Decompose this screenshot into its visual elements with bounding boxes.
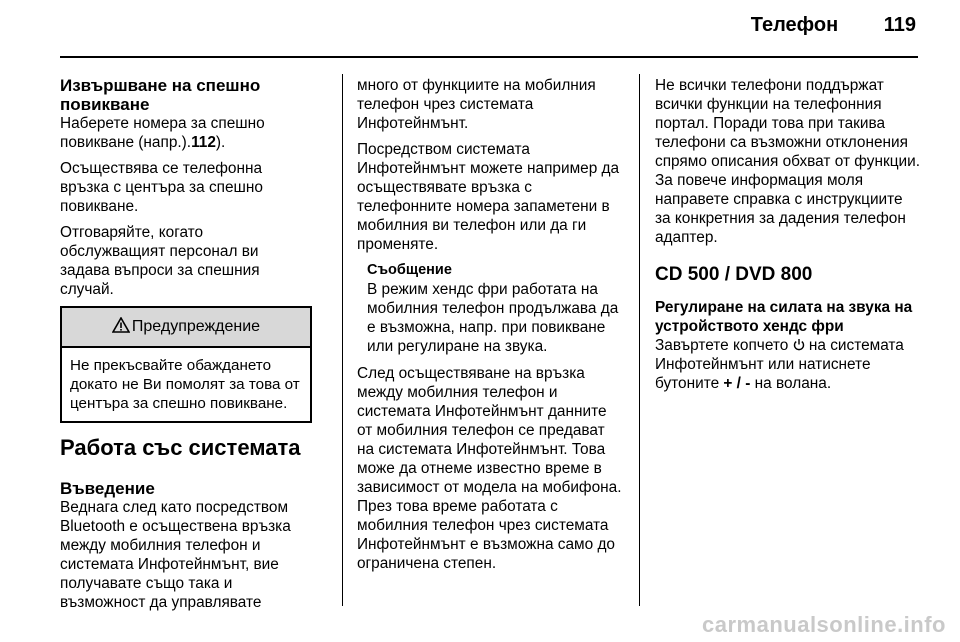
warning-text: Не прекъсвайте обаждането докато не Ви помолят за това от центъра за спешно повикване. [70, 357, 300, 412]
page-header [751, 14, 916, 37]
column-divider [639, 74, 640, 606]
paragraph: много от функциите на мобилния телефон чрез системата Инфотейнмънт. [357, 77, 596, 132]
heading-volume-handsfree: Регулиране на силата на звука на устройството хендс фри [655, 299, 913, 335]
warning-box [60, 306, 312, 423]
column-divider [342, 74, 343, 606]
page-title: Телефон [750, 14, 839, 36]
paragraph: След осъществяване на връзка между мобилния телефон и системата Инфотейнмънт данните от мобилния телефон се предават на системата Инфотейнмънт. Това може да отнеме известно време в зависимост от модела на мобифона. През това време работата с мобилния телефон чрез системата Инфотейнмънт е възможна само до ограничена степен. [357, 365, 622, 572]
note-title: Съобщение [367, 262, 452, 278]
paragraph [655, 336, 921, 393]
paragraph: Осъществява се телефонна връзка с центъра за спешно повикване. [60, 160, 263, 215]
watermark: carmanualsonline.info [702, 612, 946, 637]
paragraph: Веднага след като посредством Bluetooth е осъществена връзка между мобилния телефон и системата Инфотейнмънт, вие получавате също така и възможност да управлявате [60, 499, 291, 611]
text: на системата Инфотейнмънт или натиснете бутоните [655, 337, 904, 392]
warning-triangle-icon [112, 317, 130, 333]
text: Завъртете копчето [655, 337, 789, 354]
plus-minus-buttons: + / - [723, 375, 751, 392]
paragraph: Не всички телефони поддържат всички функции на телефонния портал. Поради това при такива телефони са възможни отклонения спрямо описания обхват от функции. За повече информация моля направете справка с инструкциите за конкретния за дадения телефон адаптер. [655, 77, 920, 246]
note-text: В режим хендс фри работата на мобилния телефон продължава да е възможна, напр. при повикване или регулиране на звука. [367, 281, 619, 355]
paragraph: Отговаряйте, когато обслужващият персонал ви задава въпроси за спешния случай. [60, 224, 260, 298]
column-3 [655, 76, 921, 400]
warning-title: Предупреждение [131, 318, 261, 335]
text: Наберете номера за спешно повикване (напр.). [60, 115, 265, 151]
column-1 [60, 76, 312, 619]
warning-header [62, 308, 310, 348]
note-box [357, 261, 625, 356]
text: ). [215, 134, 226, 151]
text: на волана. [754, 375, 832, 392]
paragraph: Посредством системата Инфотейнмънт можете например да осъществявате връзка с телефонните номера запаметени в мобилния ви телефон или да ги променяте. [357, 141, 620, 253]
heading-introduction: Въведение [60, 479, 155, 498]
emergency-number: 112 [191, 134, 216, 151]
column-2 [357, 76, 625, 580]
page-number: 119 [883, 14, 916, 36]
power-knob-icon [793, 338, 805, 351]
paragraph [60, 114, 312, 152]
heading-system-operation: Работа със системата [60, 435, 301, 460]
heading-cd-dvd: CD 500 / DVD 800 [655, 264, 813, 285]
header-rule [60, 56, 918, 58]
heading-emergency-call: Извършване на спешно повикване [60, 76, 261, 114]
